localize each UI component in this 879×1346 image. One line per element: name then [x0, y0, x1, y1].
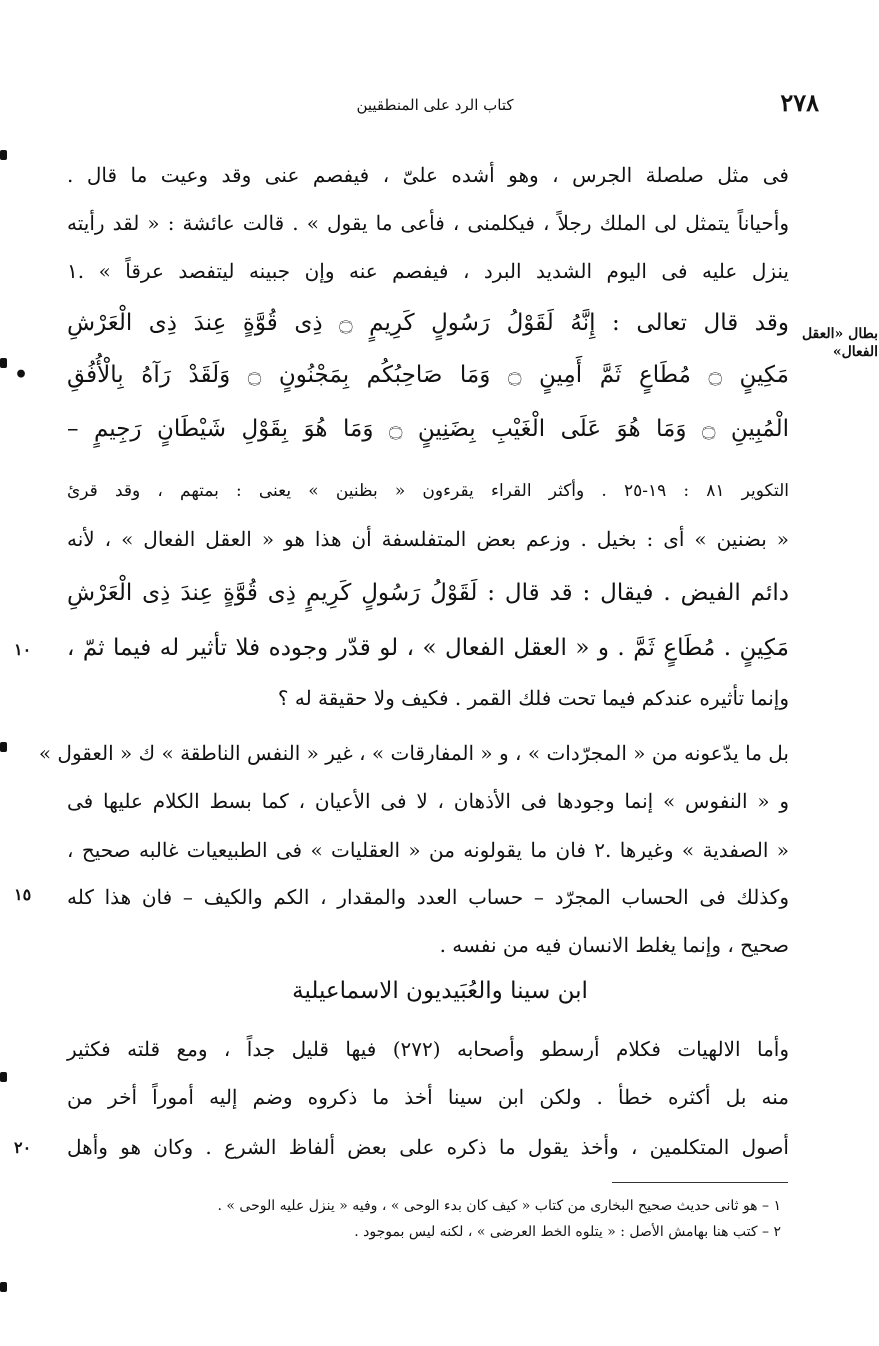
text-line-10: مَكِينٍ . مُطَاعٍ ثَمَّ . و « العقل الفعال » ، لو قدّر وجوده فلا تأثير له فيما ثمّ ، — [67, 635, 789, 661]
text-line-16: صحيح ، وإنما يغلط الانسان فيه من نفسه . — [439, 933, 789, 957]
quran-line-1: وقد قال تعالى : إِنَّهُ لَقَوْلُ رَسُولٍ كَرِيمٍ ۝ ذِى قُوَّةٍ عِندَ ذِى الْعَرْشِ — [67, 310, 789, 336]
binding-mark — [0, 150, 7, 160]
text-line-1: فى مثل صلصلة الجرس ، وهو أشده علىّ ، فيفصم عنى وقد وعيت ما قال . — [67, 163, 789, 187]
text-line-17: وأما الالهيات فكلام أرسطو وأصحابه (٢٧٢) فيها قليل جداً ، ومع قلته فكثير — [67, 1037, 789, 1061]
line-number-10: ١٠ — [14, 640, 32, 659]
text-line-8: « بضنين » أى : بخيل . وزعم بعض المتفلسفة أن هذا هو « العقل الفعال » ، لأنه — [67, 527, 789, 551]
text-line-15: وكذلك فى الحساب المجرّد – حساب العدد والمقدار ، الكم والكيف – فان هذا كله — [67, 885, 789, 909]
line-marker-dot: • — [14, 362, 29, 388]
binding-mark — [0, 358, 7, 368]
text-line-12: بل ما يدّعونه من « المجرّدات » ، و « المفارقات » ، غير « النفس الناطقة » ك « العقول » — [38, 741, 789, 765]
footnote-2: ٢ – كتب هنا بهامش الأصل : « يتلوه الخط العرضى » ، لكنه ليس بموجود . — [354, 1224, 781, 1240]
quran-line-3: الْمُبِينِ ۝ وَمَا هُوَ عَلَى الْغَيْبِ بِضَنِينٍ ۝ وَمَا هُوَ بِقَوْلِ شَيْطَانٍ رَجِيمٍ – — [67, 416, 789, 442]
page-number: ٢٧٨ — [780, 88, 819, 117]
text-line-2: وأحياناً يتمثل لى الملك رجلاً ، فيكلمنى ، فأعى ما يقول » . قالت عائشة : « لقد رأيته — [67, 211, 789, 235]
footnote-divider — [612, 1182, 788, 1183]
binding-mark — [0, 1072, 7, 1082]
text-line-13: و « النفوس » إنما وجودها فى الأذهان ، لا فى الأعيان ، كما بسط الكلام عليها فى — [67, 789, 789, 813]
text-line-3: ينزل عليه فى اليوم الشديد البرد ، فيفصم عنه وإن جبينه ليتفصد عرقاً » .١ — [67, 259, 789, 283]
margin-note-line1: بطال «العقل — [801, 326, 878, 342]
binding-mark — [0, 742, 7, 752]
running-title: كتاب الرد على المنطقيين — [356, 96, 514, 114]
line-number-15: ١٥ — [14, 885, 32, 904]
text-line-14: « الصفدية » وغيرها .٢ فان ما يقولونه من « العقليات » فى الطبيعيات غالبه صحيح ، — [67, 838, 789, 862]
binding-mark — [0, 1282, 7, 1292]
line-number-20: ٢٠ — [14, 1138, 32, 1157]
text-line-7: التكوير ٨١ : ١٩-٢٥ . وأكثر القراء يقرءون « بظنين » يعنى : بمتهم ، وقد قرئ — [67, 481, 789, 501]
section-heading: ابن سينا والعُبَيديون الاسماعيلية — [292, 978, 588, 1004]
text-line-19: أصول المتكلمين ، وأخذ يقول ما ذكره على بعض ألفاظ الشرع . وكان هو وأهل — [67, 1135, 789, 1159]
margin-note-line2: الفعال» — [832, 344, 878, 360]
text-line-9: دائم الفيض . فيقال : قد قال : لَقَوْلُ رَسُولٍ كَرِيمٍ ذِى قُوَّةٍ عِندَ ذِى الْعَرْشِ — [67, 580, 789, 606]
text-line-11: وإنما تأثيره عندكم فيما تحت فلك القمر . فكيف ولا حقيقة له ؟ — [277, 686, 789, 710]
text-line-18: منه بل أكثره خطأ . ولكن ابن سينا أخذ ما ذكروه وضم إليه أموراً أخر من — [67, 1085, 789, 1109]
quran-line-2: مَكِينٍ ۝ مُطَاعٍ ثَمَّ أَمِينٍ ۝ وَمَا صَاحِبُكُم بِمَجْنُونٍ ۝ وَلَقَدْ رَآهُ بِالْأُفُقِ — [67, 362, 790, 388]
footnote-1: ١ – هو ثانى حديث صحيح البخارى من كتاب « كيف كان بدء الوحى » ، وفيه « ينزل عليه الوحى » . — [217, 1198, 781, 1214]
